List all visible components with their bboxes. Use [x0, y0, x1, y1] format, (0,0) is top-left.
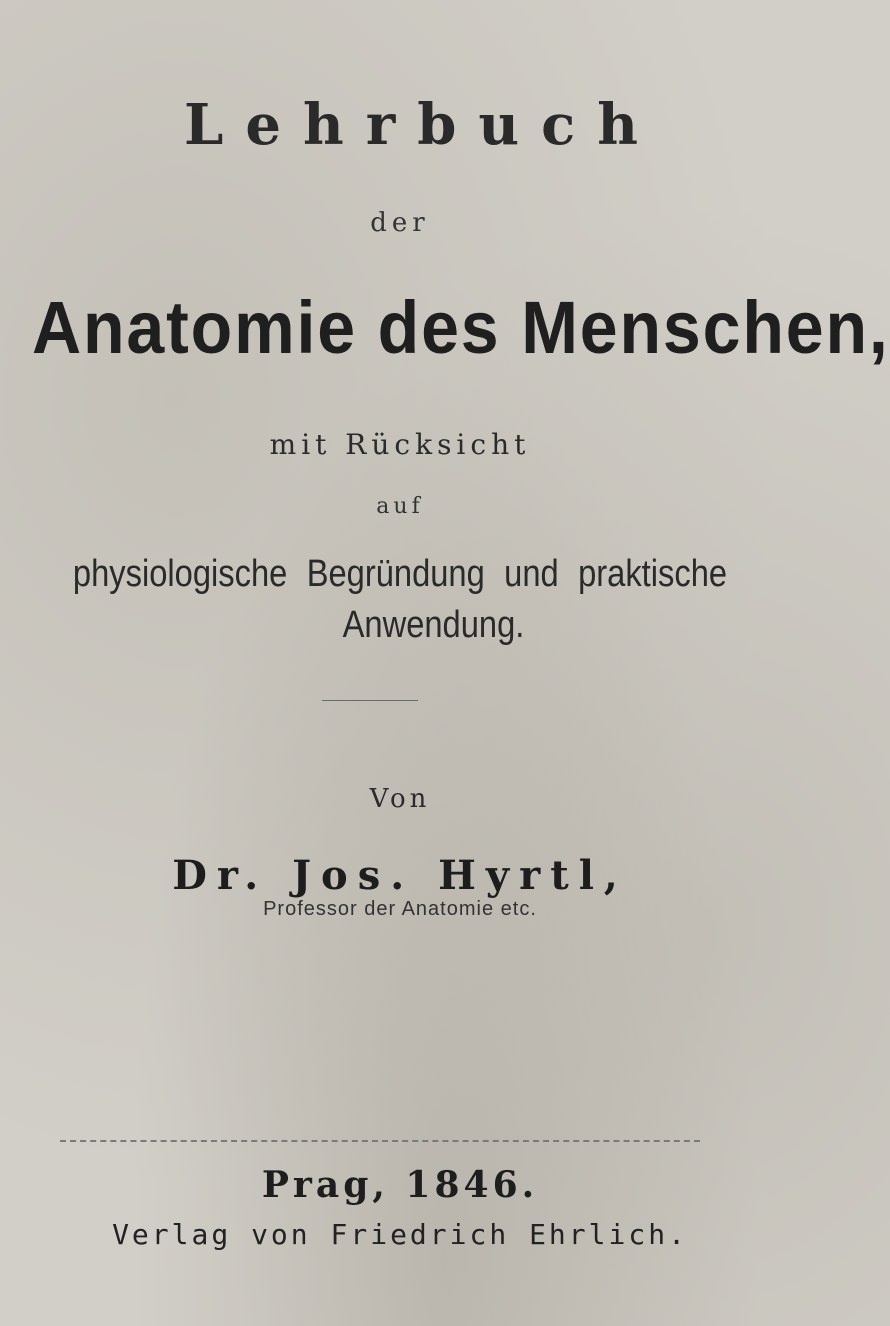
book-title-main: Anatomie des Menschen, — [32, 286, 890, 369]
imprint-place-year: Prag, 1846. — [261, 1164, 539, 1206]
subtitle-line-4: Anwendung. — [342, 604, 525, 646]
byline-von: Von — [369, 784, 431, 814]
subtitle-line-3: physiologische Begründung und praktische — [72, 553, 728, 595]
short-divider — [322, 700, 418, 701]
subtitle-line-1: mit Rücksicht — [269, 428, 531, 461]
author-name: Dr. Jos. Hyrtl, — [172, 852, 628, 899]
long-divider — [60, 1140, 700, 1142]
imprint-publisher: Verlag von Friedrich Ehrlich. — [112, 1218, 688, 1251]
book-title-lehrbuch: Lehrbuch — [184, 92, 660, 158]
author-title: Professor der Anatomie etc. — [263, 898, 537, 920]
book-title-der: der — [370, 208, 430, 238]
subtitle-line-2: auf — [376, 494, 424, 519]
